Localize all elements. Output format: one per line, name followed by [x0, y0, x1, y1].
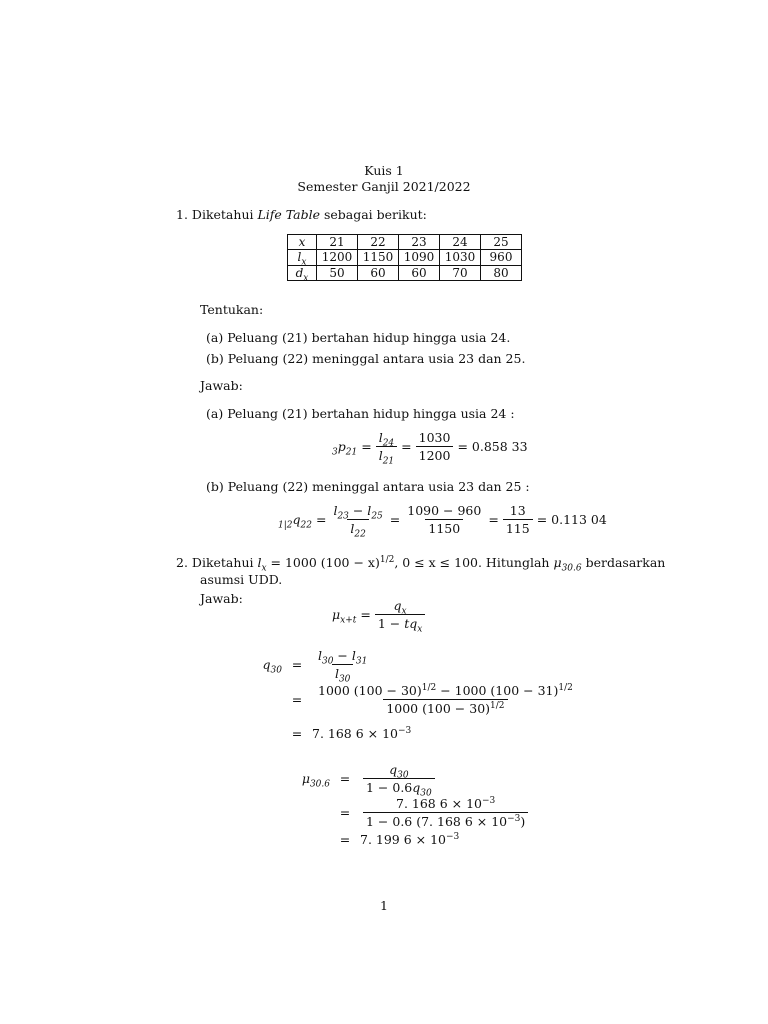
- task-text: Peluang (22) meninggal antara usia 23 dan 25.: [227, 351, 526, 366]
- page-number: 1: [380, 898, 388, 913]
- tentukan-label: Tentukan:: [200, 302, 264, 317]
- table-cell: 80: [481, 265, 522, 280]
- life-table: [287, 234, 522, 284]
- answer-text: Peluang (21) bertahan hidup hingga usia 24 :: [227, 406, 515, 421]
- eq-a-result: 0.858 33: [471, 439, 528, 454]
- q30-line-2: = $\frac{1000 (100 - 30)^{1/2} - 1000 (100 - 31)^{1/2}}{1000 (100 - 30)^{1/2}}$: [291, 682, 573, 716]
- answer-tag: (b): [206, 479, 224, 494]
- eq-b-frac-simple: $\frac{13}{115}$: [503, 503, 533, 536]
- intro-text: Diketahui: [191, 207, 258, 222]
- table-cell: 1200: [317, 250, 358, 265]
- life-table-term: Life Table: [257, 207, 320, 222]
- mu306-line-2: = $\frac{7. 168 6 \times 10^{-3}}{1 - 0.6 (7. 168 6 \times 10^{-3})}$: [292, 796, 531, 829]
- table-cell: 1090: [399, 250, 440, 265]
- table-cell: 24: [440, 235, 481, 250]
- answer-tag: (a): [206, 406, 224, 421]
- question-2-intro: 2. Diketahui $l_x = 1000$ $(100 - x)^{1/2}$, 0 ≤ x ≤ 100. Hitunglah $\mu_{30.6}$ berdasarkan: [176, 554, 666, 574]
- row-label-lx: $l_x$: [288, 250, 317, 265]
- table-cell: 1030: [440, 250, 481, 265]
- task-item-a: [206, 330, 510, 345]
- document-subtitle: Semester Ganjil 2021/2022: [297, 179, 471, 194]
- jawab-label-2: Jawab:: [200, 591, 243, 606]
- row-label-x: x: [288, 235, 317, 250]
- question-2-number: 2.: [176, 555, 188, 570]
- equation-a: $_3p_{21}$ = $\frac{l_{24}}{l_{21}}$ = $\frac{1030}{1200}$ = 0.858 33: [332, 430, 528, 467]
- eq-b-frac-l: $\frac{l_{23} - l_{25}}{l_{22}}$: [333, 503, 383, 540]
- table-cell: 1150: [358, 250, 399, 265]
- answer-heading-a: [206, 406, 515, 421]
- question-1-number: 1.: [176, 207, 188, 222]
- table-row-dx: [288, 265, 522, 280]
- task-tag: (b): [206, 351, 224, 366]
- intro-text-end: sebagai berikut:: [319, 207, 427, 222]
- table-cell: 25: [481, 235, 522, 250]
- mu-formula: $\mu_{x+t}$ = $\frac{q_x}{1 - tq_x}$: [330, 598, 427, 631]
- table-cell: 60: [358, 265, 399, 280]
- eq-a-lhs: $_3p_{21}$: [332, 439, 358, 458]
- eq-a-frac-l: $\frac{l_{24}}{l_{21}}$: [376, 430, 397, 463]
- mu306-line-1: $\mu_{30.6}$ = $\frac{q_{30}}{1 - 0.6q_{30}}$: [292, 762, 438, 795]
- jawab-label-1: Jawab:: [200, 378, 243, 393]
- mu306-line-3: = 7. 199 $6 \times 10^{-3}$: [339, 831, 460, 847]
- table-cell: 960: [481, 250, 522, 265]
- question-1-intro: [176, 207, 427, 222]
- document-title: Kuis 1: [364, 163, 404, 178]
- answer-text: Peluang (22) meninggal antara usia 23 dan 25 :: [227, 479, 530, 494]
- equation-b: $_{1|2}q_{22}$ = $\frac{l_{23} - l_{25}}{l_{22}}$ = $\frac{1090 - 960}{1150}$ = $\frac{13}{115}$ = 0.113 04: [278, 503, 607, 540]
- table-row-lx: [288, 250, 522, 265]
- task-item-b: [206, 351, 525, 366]
- eq-a-frac-num: $\frac{1030}{1200}$: [416, 430, 454, 463]
- row-label-dx: $d_x$: [288, 265, 317, 280]
- table-cell: 21: [317, 235, 358, 250]
- eq-b-lhs: $_{1|2}q_{22}$: [278, 512, 312, 531]
- question-2-line2: asumsi UDD.: [200, 572, 283, 587]
- answer-heading-b: [206, 479, 530, 494]
- task-text: Peluang (21) bertahan hidup hingga usia 24.: [227, 330, 511, 345]
- q30-line-1: $q_{30}$ = $\frac{l_{30} - l_{31}}{l_{30}}$: [262, 648, 368, 685]
- eq-b-frac-num: $\frac{1090 - 960}{1150}$: [407, 503, 482, 536]
- eq-b-result: 0.113 04: [551, 512, 607, 527]
- document-header: [0, 163, 768, 195]
- table-cell: 70: [440, 265, 481, 280]
- table-cell: 23: [399, 235, 440, 250]
- table-row-x: [288, 235, 522, 250]
- task-tag: (a): [206, 330, 224, 345]
- q30-line-3: = 7. 168 $6 \times 10^{-3}$: [291, 725, 412, 741]
- table-cell: 50: [317, 265, 358, 280]
- table-cell: 60: [399, 265, 440, 280]
- table-cell: 22: [358, 235, 399, 250]
